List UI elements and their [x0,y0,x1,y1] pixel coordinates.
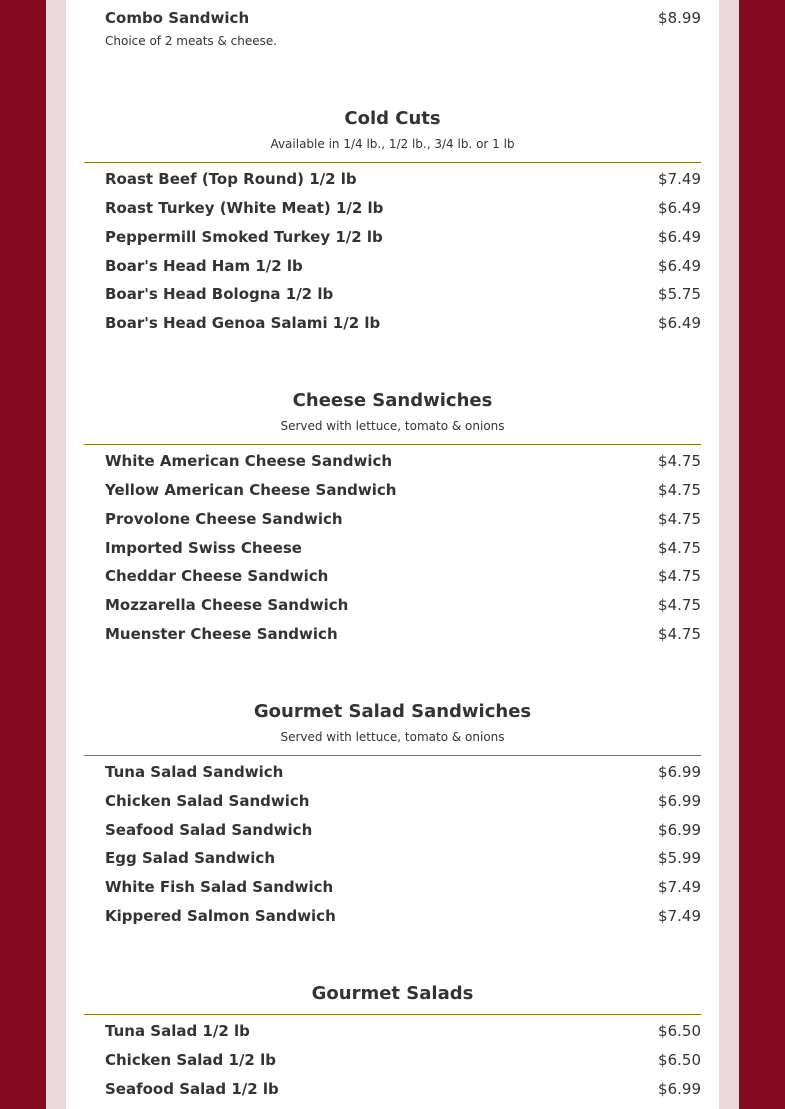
menu-item-price: $4.75 [658,625,701,643]
menu-item-price: $5.75 [658,285,701,303]
menu-item[interactable] [105,596,701,614]
menu-item-name: Seafood Salad 1/2 lb [105,1080,279,1098]
menu-item-name: Yellow American Cheese Sandwich [105,481,397,499]
menu-item-price: $4.75 [658,539,701,557]
menu-item-name: Tuna Salad Sandwich [105,763,284,781]
menu-item[interactable] [105,510,701,528]
section-divider [84,162,701,163]
menu-item[interactable] [105,314,701,332]
menu-item[interactable] [105,907,701,925]
menu-item-name: Muenster Cheese Sandwich [105,625,338,643]
menu-item-price: $6.99 [658,821,701,839]
menu-item-price: $4.75 [658,452,701,470]
menu-item-name: Mozzarella Cheese Sandwich [105,596,349,614]
menu-item-name: Egg Salad Sandwich [105,849,276,867]
menu-item[interactable] [105,821,701,839]
menu-item-price: $6.50 [658,1022,701,1040]
menu-item-name: Combo Sandwich [105,9,250,27]
menu-item[interactable] [105,452,701,470]
menu-item-name: Tuna Salad 1/2 lb [105,1022,250,1040]
menu-item-price: $4.75 [658,481,701,499]
menu-item-name: Peppermill Smoked Turkey 1/2 lb [105,228,383,246]
menu-item-price: $4.75 [658,567,701,585]
menu-item-price: $7.49 [658,907,701,925]
menu-item-name: Roast Turkey (White Meat) 1/2 lb [105,199,384,217]
menu-item-name: Boar's Head Bologna 1/2 lb [105,285,334,303]
section-title-gourmet-salads: Gourmet Salads [311,983,474,1004]
section-subtitle-gourmet-salad-sandwiches: Served with lettuce, tomato & onions [280,730,505,744]
section-title-cold-cuts: Cold Cuts [344,108,441,129]
menu-item-price: $6.99 [658,792,701,810]
menu-item[interactable] [105,199,701,217]
menu-item[interactable] [105,285,701,303]
menu-item[interactable] [105,170,701,188]
section-divider [84,444,701,445]
section-divider [84,755,701,756]
menu-item[interactable] [105,1080,701,1098]
menu-item-name: Imported Swiss Cheese [105,539,302,557]
menu-item-price: $4.75 [658,510,701,528]
menu-item-name: Seafood Salad Sandwich [105,821,313,839]
menu-item[interactable] [105,228,701,246]
menu-item-price: $6.99 [658,763,701,781]
menu-item-name: Chicken Salad Sandwich [105,792,310,810]
menu-item-price: $6.99 [658,1080,701,1098]
menu-item-price: $6.49 [658,257,701,275]
menu-item-price: $6.49 [658,199,701,217]
menu-item[interactable] [105,849,701,867]
menu-item-price: $6.49 [658,314,701,332]
menu-item-name: Provolone Cheese Sandwich [105,510,343,528]
section-divider [84,1014,701,1015]
menu-item-price: $7.49 [658,878,701,896]
menu-item-price: $7.49 [658,170,701,188]
menu-item-price: $6.50 [658,1051,701,1069]
menu-item-name: Boar's Head Genoa Salami 1/2 lb [105,314,381,332]
menu-item[interactable] [105,257,701,275]
menu-item-price: $4.75 [658,596,701,614]
menu-item-price: $8.99 [658,9,701,27]
menu-item[interactable] [105,539,701,557]
menu-item-name: Kippered Salmon Sandwich [105,907,336,925]
menu-item-price: $6.49 [658,228,701,246]
section-title-cheese-sandwiches: Cheese Sandwiches [292,390,493,411]
menu-item-name: Boar's Head Ham 1/2 lb [105,257,303,275]
menu-item[interactable] [105,878,701,896]
menu-item[interactable] [105,1022,701,1040]
menu-item[interactable] [105,1051,701,1069]
menu-item-name: Chicken Salad 1/2 lb [105,1051,276,1069]
menu-item[interactable] [105,567,701,585]
menu-item[interactable] [105,625,701,643]
menu-item-name: Roast Beef (Top Round) 1/2 lb [105,170,357,188]
menu-item-name: White Fish Salad Sandwich [105,878,334,896]
menu-item[interactable] [105,763,701,781]
menu-item-combo-sandwich[interactable] [105,9,701,27]
menu-item-price: $5.99 [658,849,701,867]
menu-item[interactable] [105,792,701,810]
section-title-gourmet-salad-sandwiches: Gourmet Salad Sandwiches [253,701,532,722]
menu-item-name: White American Cheese Sandwich [105,452,393,470]
menu-item[interactable] [105,481,701,499]
section-subtitle-cheese-sandwiches: Served with lettuce, tomato & onions [280,419,505,433]
menu-item-description: Choice of 2 meats & cheese. [105,34,278,48]
menu-item-name: Cheddar Cheese Sandwich [105,567,329,585]
section-subtitle-cold-cuts: Available in 1/4 lb., 1/2 lb., 3/4 lb. or 1 lb [270,137,515,151]
